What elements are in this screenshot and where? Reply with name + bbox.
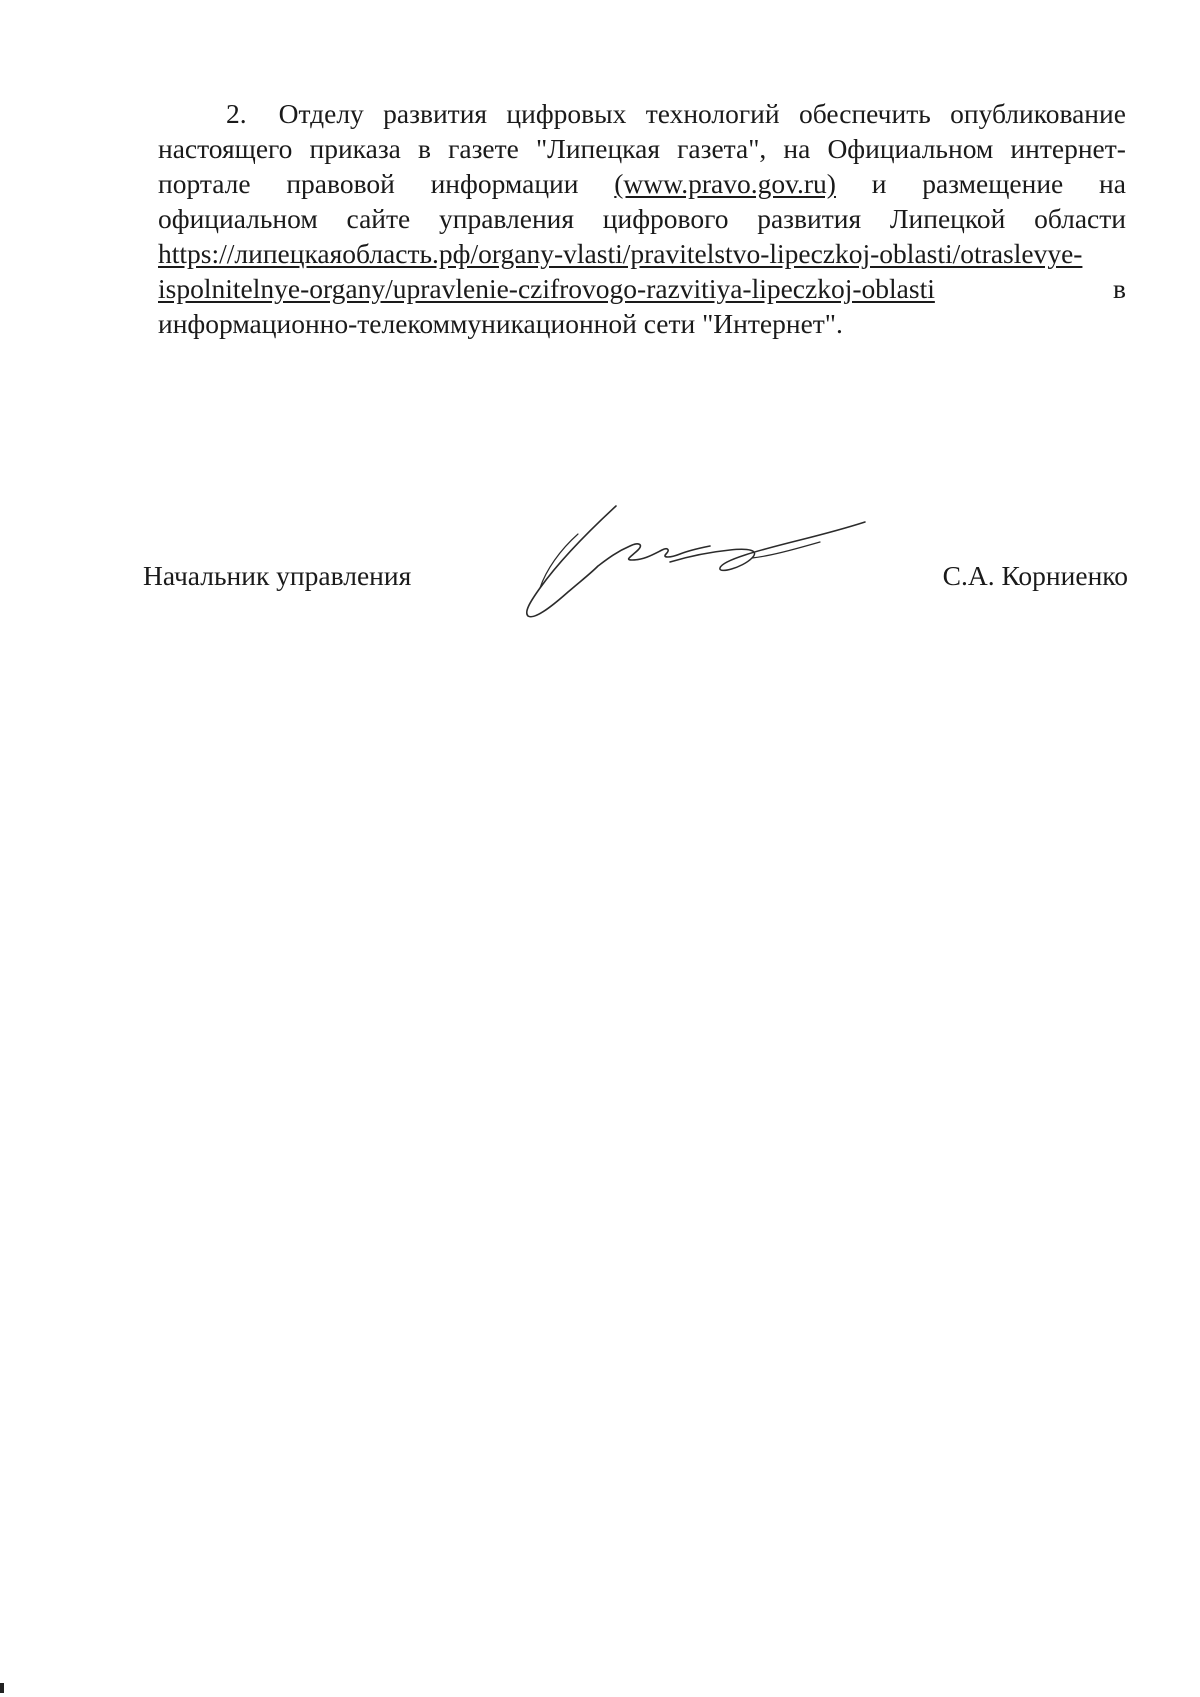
paragraph-line-1: 2. Отделу развития цифровых технологий обеспечить опубликование (226, 98, 1126, 129)
scan-artifact (0, 1683, 4, 1693)
paragraph-line-2: настоящего приказа в газете "Липецкая газета", на Официальном интернет- (158, 133, 1126, 164)
handwritten-signature (520, 500, 890, 630)
paragraph-2 (158, 96, 1126, 341)
item-number: 2. (226, 98, 247, 129)
signatory-title: Начальник управления (143, 560, 412, 591)
paragraph-line-3: портале правовой информации (www.pravo.gov.ru) и размещение на (158, 168, 1126, 199)
signatory-name: С.А. Корниенко (942, 560, 1128, 591)
region-site-link-part2[interactable]: ispolnitelnye-organy/upravlenie-czifrovogo-razvitiya-lipeczkoj-oblasti (158, 273, 935, 304)
pravo-link[interactable]: (www.pravo.gov.ru) (614, 168, 836, 199)
paragraph-line-5 (158, 236, 1126, 271)
region-site-link-part1[interactable]: https://липецкаяобласть.рф/organy-vlasti/pravitelstvo-lipeczkoj-oblasti/otraslevye- (158, 238, 1083, 269)
paragraph-line-4: официальном сайте управления цифрового развития Липецкой области (158, 203, 1126, 234)
paragraph-line-6: ispolnitelnye-organy/upravlenie-czifrovogo-razvitiya-lipeczkoj-oblasti в (158, 273, 1126, 304)
paragraph-line-7: информационно-телекоммуникационной сети "Интернет". (158, 308, 843, 339)
